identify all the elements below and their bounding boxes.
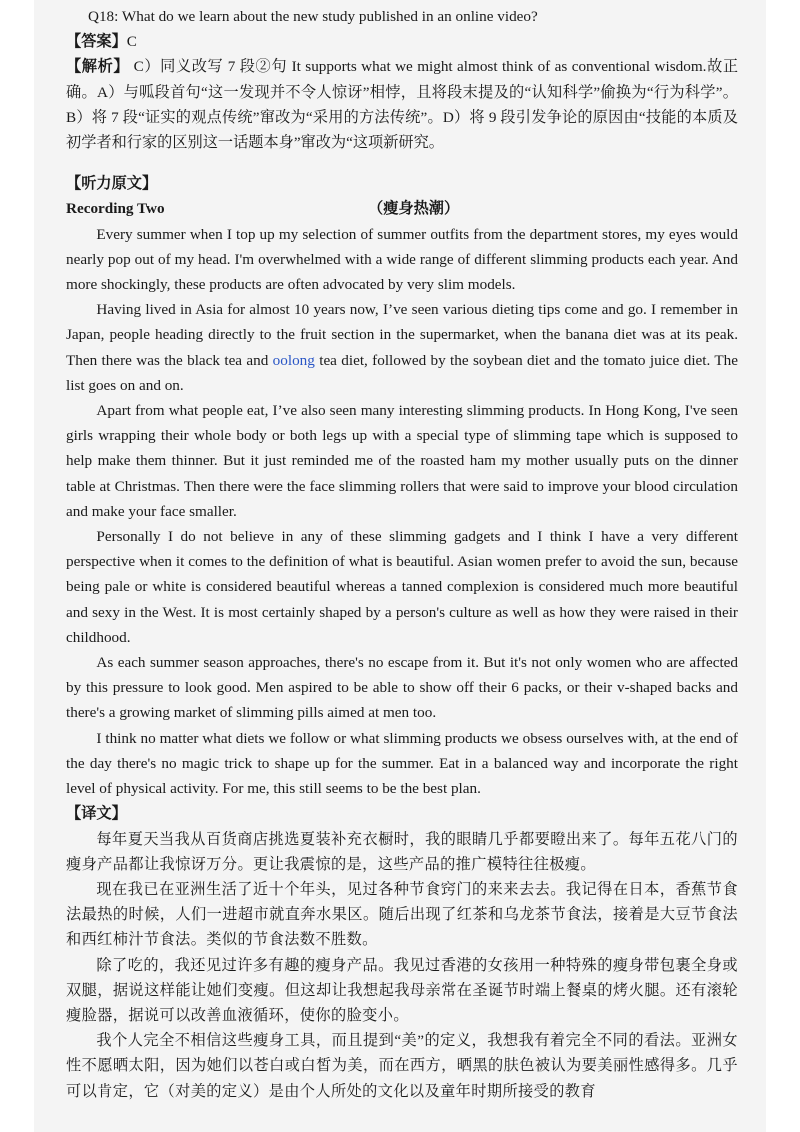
- transcript-paragraph-6: I think no matter what diets we follow or what slimming products we obsess ourselves with, at the end of the day there's no magic trick to shape up for the summer. Eat in a balanced way and incorporate the right level of physical activity. For me, this still seems to be the best plan.: [66, 729, 738, 798]
- answer-value: C: [126, 33, 137, 51]
- translation-paragraph-1: 每年夏天当我从百货商店挑选夏装补充衣橱时，我的眼睛几乎都要瞪出来了。每年五花八门的瘦身产品都让我惊讶万分。更让我震惊的是，这些产品的推广模特往往极瘦。: [66, 830, 738, 873]
- recording-header: [66, 196, 738, 221]
- analysis-body: 故正确。A）与呱段首句“这一发现并不令人惊讶”相悖，且将段末提及的“认知科学”偷换为“行为科学”。B）将 7 段“证实的观点传统”窜改为“采用的方法传统”。D）将 9 段引发争论的原因由“技能的本质及初学者和行家的区别这一话题本身”窜改为“这项新研究。: [66, 58, 739, 152]
- question-18: Q18: What do we learn about the new study published in an online video?: [88, 8, 538, 25]
- transcript-p2-after: tea diet, followed by the soybean diet and the tomato juice diet. The list goes on and on.: [66, 351, 738, 394]
- analysis-english: It supports what we might almost think of as conventional wisdom.: [291, 58, 707, 76]
- answer-label: 【答案】: [66, 33, 127, 51]
- translation-label: 【译文】: [66, 805, 127, 823]
- transcript-paragraph-5: As each summer season approaches, there's no escape from it. But it's not only women who are affected by this pressure to look good. Men aspired to be able to show off their 6 packs, or their v-shaped backs and there's a growing market of slimming pills aimed at men too.: [66, 654, 738, 722]
- transcript-p2-before: Having lived in Asia for almost 10 years now, I’ve seen various dieting tips come and go. I remember in Japan, people heading directly to the fruit section in the supermarket, when the banana diet was at its peak. Then there was the black tea and: [66, 301, 738, 369]
- analysis-lead: C）同义改写 7 段②句: [133, 58, 288, 76]
- transcript-paragraph-2: [66, 297, 738, 398]
- transcript-paragraph-1: Every summer when I top up my selection of summer outfits from the department stores, my eyes would nearly pop out of my head. I'm overwhelmed with a wide range of different slimming products each year. And more shockingly, these products are often advocated by very slim models.: [66, 225, 738, 294]
- analysis-paragraph: [66, 54, 738, 155]
- document-page: [34, 0, 766, 1132]
- answer-line: [66, 29, 738, 54]
- transcript-label: 【听力原文】: [66, 175, 158, 193]
- translation-paragraph-4: 我个人完全不相信这些瘦身工具，而且提到“美”的定义，我想我有着完全不同的看法。亚洲女性不愿晒太阳，因为她们以苍白或白皙为美，而在西方，晒黑的肤色被认为要美丽性感得多。几乎可以肯定，它（对美的定义）是由个人所处的文化以及童年时期所接受的教育: [66, 1032, 738, 1100]
- transcript-paragraph-3: Apart from what people eat, I’ve also seen many interesting slimming products. In Hong Kong, I've seen girls wrapping their whole body or both legs up with a special type of slimming tape which is supposed to help make them thinner. But it just reminded me of the roasted ham my mother usually puts on the dinner table at Christmas. Then there were the face slimming rollers that were said to improve your blood circulation and make your face smaller.: [66, 402, 738, 520]
- translation-paragraph-2: 现在我已在亚洲生活了近十个年头，见过各种节食窍门的来来去去。我记得在日本，香蕉节食法最热的时候，人们一进超市就直奔水果区。随后出现了红茶和乌龙茶节食法，接着是大豆节食法和西红柿汁节食法。类似的节食法数不胜数。: [66, 880, 738, 949]
- recording-number: Recording Two: [66, 200, 165, 218]
- recording-title: （瘦身热潮）: [368, 200, 460, 218]
- transcript-paragraph-4: Personally I do not believe in any of these slimming gadgets and I think I have a very different perspective when it comes to the definition of what is beautiful. Asian women prefer to avoid the sun, because being pale or white is considered beautiful whereas a tanned complexion is considered much more beautiful and sexy in the West. It is most certainly shaped by a person's culture as well as how they were raised in their childhood.: [66, 528, 738, 646]
- oolong-link[interactable]: oolong: [272, 351, 315, 369]
- translation-paragraph-3: 除了吃的，我还见过许多有趣的瘦身产品。我见过香港的女孩用一种特殊的瘦身带包裹全身或双腿，据说这样能让她们变瘦。但这却让我想起我母亲常在圣诞节时端上餐桌的烤火腿。还有滚轮瘦脸器，据说可以改善血液循环，使你的脸变小。: [66, 956, 738, 1024]
- analysis-label: 【解析】: [66, 58, 130, 76]
